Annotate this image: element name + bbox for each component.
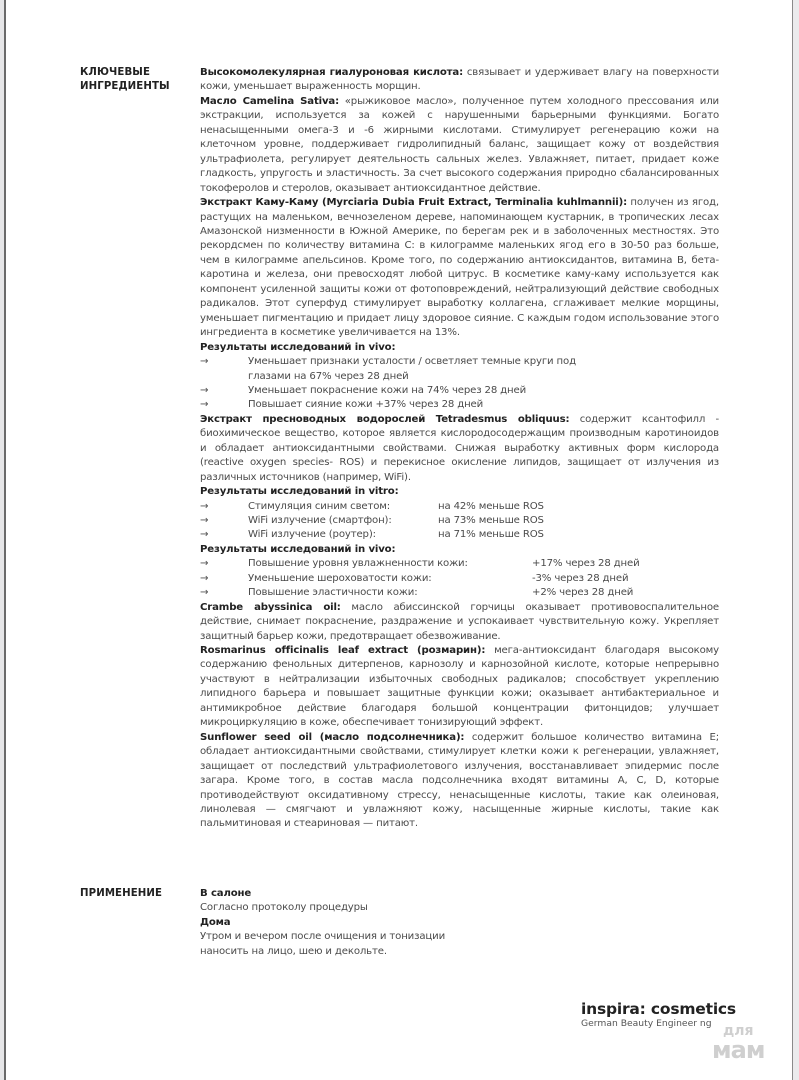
ingredient-text: связывает и удерживает влагу на поверхности кожи, уменьшает выраженность морщин. xyxy=(200,67,719,93)
brand-name: inspira: cosmetics xyxy=(581,1000,736,1018)
ingredient-name: Crambe abyssinica oil: xyxy=(200,601,341,613)
salon-heading: В салоне xyxy=(200,888,252,899)
ingredient-crambe xyxy=(200,601,719,644)
result-value: на 73% меньше ROS xyxy=(438,514,544,526)
watermark-small: для xyxy=(722,1023,754,1039)
result-label: Повышение эластичности кожи: xyxy=(248,587,418,599)
result-value: +2% через 28 дней xyxy=(532,587,634,599)
result-label: Уменьшение шероховатости кожи: xyxy=(248,572,432,584)
application-heading: ПРИМЕНЕНИЕ xyxy=(80,888,163,899)
ingredient-tetradesmus xyxy=(200,413,719,485)
home-text-line-2: наносить на лицо, шею и декольте. xyxy=(200,945,387,957)
ingredient-name: Экстракт Каму-Каму (Myrciaria Dubia Fruit Extract, Terminalia kuhlmannii): xyxy=(200,197,627,209)
result-row xyxy=(200,398,719,412)
result-row xyxy=(200,514,719,528)
arrow-icon: → xyxy=(200,572,209,584)
arrow-icon: → xyxy=(200,500,209,512)
arrow-icon: → xyxy=(200,558,209,570)
brand-tagline: German Beauty Engineer ng xyxy=(581,1018,712,1029)
arrow-icon: → xyxy=(200,356,209,368)
arrow-icon: → xyxy=(200,514,209,526)
result-row xyxy=(200,355,719,384)
result-value: +17% через 28 дней xyxy=(532,558,640,570)
result-label: WiFi излучение (смартфон): xyxy=(248,514,392,526)
ingredient-sunflower xyxy=(200,731,719,832)
result-text: Повышает сияние кожи +37% через 28 дней xyxy=(248,399,484,411)
result-row xyxy=(200,586,719,600)
watermark xyxy=(712,1024,764,1062)
camu-results-heading: Результаты исследований in vivo: xyxy=(200,341,396,353)
result-label: Повышение уровня увлажненности кожи: xyxy=(248,558,468,570)
ingredient-text: «рыжиковое масло», полученное путем холодного прессования или экстракции, используется за кожей с нарушенными барьерными функциями. Богато ненасыщенными омега-3 и -6 жирными кислотами. Стимулирует регенерацию кожи на клеточном уровне, поддерживает гидролипидный баланс, защищает кожу от воздействия ультрафиолета, регулирует деятельность сальных желез. Увлажняет, питает, придает коже гладкость, упругость и эластичность. За счет высокого содержания природно сбалансированных токоферолов и стеролов, оказывает антиоксидантное действие. xyxy=(200,95,719,194)
result-value: -3% через 28 дней xyxy=(532,572,629,584)
result-value: на 71% меньше ROS xyxy=(438,529,544,541)
ingredient-text: содержит большое количество витамина E; обладает антиоксидантными свойствами, стимулирует клетки кожи к регенерации, увлажняет, защищает от последствий ультрафиолетового излучения, восстанавливает эпидермис после загара. Кроме того, в состав масла подсолнечника входят витамины A, C, D, которые противодействуют оксидативному стрессу, ненасыщенные кислоты, такие как олеиновая, линолевая — смягчают и увлажняют кожу, насыщенные жирные кислоты, такие как пальмитиновая и стеариновая — питают. xyxy=(200,731,719,830)
result-text: Уменьшает признаки усталости / осветляет темные круги под глазами на 67% через 28 дней xyxy=(248,356,576,382)
ingredient-name: Высокомолекулярная гиалуроновая кислота: xyxy=(200,67,463,78)
ingredient-text: получен из ягод, растущих на маленьком, вечнозеленом дереве, напоминающем кустарник, в тропических лесах Амазонской низменности в Южной Америке, по берегам рек и в заболоченных местностях. Это рекордсмен по количеству витамина C: в килограмме маленьких ягод его в 30-50 раз больше, чем в килограмме апельсинов. Кроме того, по содержанию антиоксидантов, витамина B, бета-каротина и железа, они превосходят любой цитрус. В косметике каму-каму используется как компонент усиленной защиты кожи от фотоповреждений, нейтрализующий действие свободных радикалов. Этот суперфуд стимулирует выработку коллагена, сглаживает мелкие морщины, уменьшает пигментацию и придает лицу здоровое сияние. С каждым годом использование этого ингредиента в косметике увеличивается на 13%. xyxy=(200,197,719,339)
ingredient-rosmarinus xyxy=(200,644,719,731)
ingredient-text: масло абиссинской горчицы оказывает противовоспалительное действие, снимает покраснение, раздражение и успокаивает чувствительную кожу. Укрепляет защитный барьер кожи, предотвращает обезвоживание. xyxy=(200,601,720,642)
ingredient-text: мега-антиоксидант благодаря высокому содержанию фенольных дитерпенов, карнозолу и карнозойной кислоте, которые непрерывно участвуют в нейтрализации избыточных свободных радикалов; способствует укреплению липидного барьера и повышает защитные функции кожи; оказывает антибактериальное и антимикробное действие благодаря большой концентрации фитонцидов; улучшает микроциркуляцию в коже, обеспечивает тонизирующий эффект. xyxy=(200,644,719,729)
ingredient-camu-camu xyxy=(200,196,719,341)
arrow-icon: → xyxy=(200,587,209,599)
ingredient-name: Sunflower seed oil (масло подсолнечника): xyxy=(200,731,465,743)
result-label: WiFi излучение (роутер): xyxy=(248,529,376,541)
result-row xyxy=(200,557,719,571)
ingredient-name: Масло Camelina Sativa: xyxy=(200,95,339,107)
result-row xyxy=(200,572,719,586)
ingredient-name: Rosmarinus officinalis leaf extract (розмарин): xyxy=(200,644,486,656)
ingredient-name: Экстракт пресноводных водорослей Tetradesmus obliquus: xyxy=(200,413,570,425)
application-body xyxy=(200,887,719,959)
result-row xyxy=(200,384,719,398)
result-label: Стимуляция синим светом: xyxy=(248,500,391,512)
salon-text: Согласно протоколу процедуры xyxy=(200,902,368,914)
key-ingredients-body xyxy=(200,66,719,832)
result-text: Уменьшает покраснение кожи на 74% через 28 дней xyxy=(248,384,527,396)
arrow-icon: → xyxy=(200,399,209,411)
watermark-large: мам xyxy=(712,1036,765,1064)
arrow-icon: → xyxy=(200,384,209,396)
result-row xyxy=(200,528,719,542)
result-value: на 42% меньше ROS xyxy=(438,500,544,512)
result-row xyxy=(200,500,719,514)
key-ingredients-heading: КЛЮЧЕВЫЕ ИНГРЕДИЕНТЫ xyxy=(80,67,170,92)
home-text-line-1: Утром и вечером после очищения и тонизации xyxy=(200,931,445,943)
vivo-results-heading: Результаты исследований in vivo: xyxy=(200,543,396,555)
ingredient-hyaluronic xyxy=(200,66,719,95)
arrow-icon: → xyxy=(200,529,209,541)
vitro-results-heading: Результаты исследований in vitro: xyxy=(200,486,399,498)
ingredient-text: содержит ксантофилл - биохимическое вещество, которое является кислородосодержащим производным каротиноидов и обладает антиоксидантными свойствами. Снижая выработку активных форм кислорода (reactive oxygen species- ROS) и перекисное окисление липидов, защищает от излучения из различных источников (например, WiFi). xyxy=(200,413,720,483)
ingredient-camelina xyxy=(200,95,719,196)
home-heading: Дома xyxy=(200,916,231,928)
